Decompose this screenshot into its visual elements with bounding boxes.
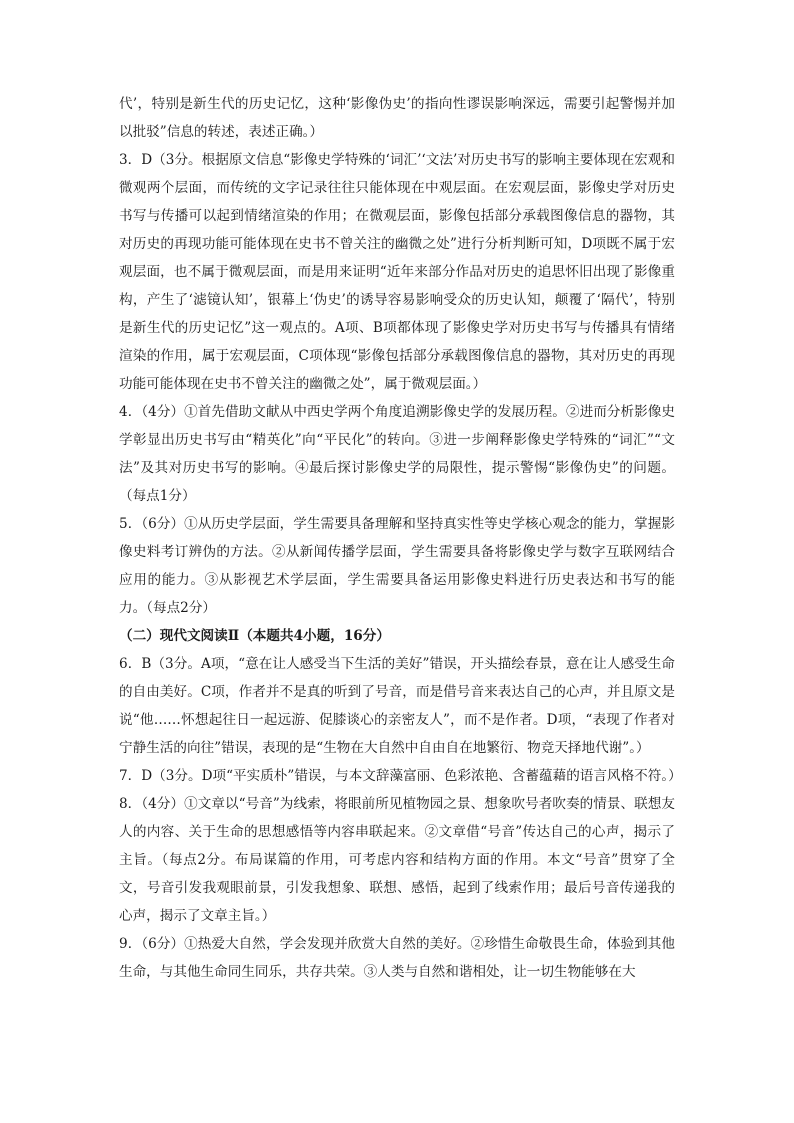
- answer-page: [119, 90, 682, 986]
- answer-6: 6．B（3分。A项，“意在让人感受当下生活的美好”错误，开头描绘春景，意在让人感受生命的自由美好。C项，作者并不是真的听到了号音，而是借号音来表达自己的心声，并且原文是说“他……怀想起往日一起远游、促膝谈心的亲密友人”，而不是作者。D项，“表现了作者对宁静生活的向往”错误，表现的是“生物在大自然中自由自在地繁衍、物竞天择地代谢”。）: [119, 656, 675, 756]
- section-heading: （二）现代文阅读Ⅱ（本题共4小题，16分）: [119, 628, 390, 644]
- answer-5: 5．（6分）①从历史学层面，学生需要具备理解和坚持真实性等史学核心观念的能力，掌握影像史料考订辨伪的方法。②从新闻传播学层面，学生需要具备将影像史学与数字互联网结合应用的能力。③从影视艺术学层面，学生需要具备运用影像史料进行历史表达和书写的能力。（每点2分）: [119, 516, 675, 616]
- answer-7: 7．D（3分。D项“平实质朴”错误，与本文辞藻富丽、色彩浓艳、含蓄蕴藉的语言风格不符。）: [119, 768, 682, 784]
- paragraph-continuation: 代’，特别是新生代的历史记忆，这种‘影像伪史’的指向性谬误影响深远，需要引起警惕并加以批驳”信息的转述，表述正确。）: [119, 96, 675, 140]
- answer-8: 8．（4分）①文章以“号音”为线索，将眼前所见植物园之景、想象吹号者吹奏的情景、联想友人的内容、关于生命的思想感悟等内容串联起来。②文章借“号音”传达自己的心声，揭示了主旨。（每点2分。布局谋篇的作用，可考虑内容和结构方面的作用。本文“号音”贯穿了全文，号音引发我观眼前景，引发我想象、联想、感悟，起到了线索作用；最后号音传递我的心声，揭示了文章主旨。）: [119, 796, 675, 924]
- answer-4: 4．（4分）①首先借助文献从中西史学两个角度追溯影像史学的发展历程。②进而分析影像史学彰显出历史书写由“精英化”向“平民化”的转向。③进一步阐释影像史学特殊的“词汇”“文法”及其对历史书写的影响。④最后探讨影像史学的局限性，提示警惕“影像伪史”的问题。（每点1分）: [119, 404, 675, 504]
- answer-9: 9．（6分）①热爱大自然，学会发现并欣赏大自然的美好。②珍惜生命敬畏生命，体验到其他生命，与其他生命同生同乐，共存共荣。③人类与自然和谐相处，让一切生物能够在大: [119, 936, 675, 980]
- answer-3: 3．D（3分。根据原文信息“影像史学特殊的‘词汇’‘文法’对历史书写的影响主要体现在宏观和微观两个层面，而传统的文字记录往往只能体现在中观层面。在宏观层面，影像史学对历史书写与传播可以起到情绪渲染的作用；在微观层面，影像包括部分承载图像信息的器物，其对历史的再现功能可能体现在史书不曾关注的幽微之处”进行分析判断可知，D项既不属于宏观层面，也不属于微观层面，而是用来证明“近年来部分作品对历史的追思怀旧出现了影像重构，产生了‘滤镜认知’，银幕上‘伪史’的诱导容易影响受众的历史认知，颠覆了‘隔代’，特别是新生代的历史记忆”这一观点的。A项、B项都体现了影像史学对历史书写与传播具有情绪渲染的作用，属于宏观层面，C项体现“影像包括部分承载图像信息的器物，其对历史的再现功能可能体现在史书不曾关注的幽微之处”，属于微观层面。）: [119, 152, 675, 392]
